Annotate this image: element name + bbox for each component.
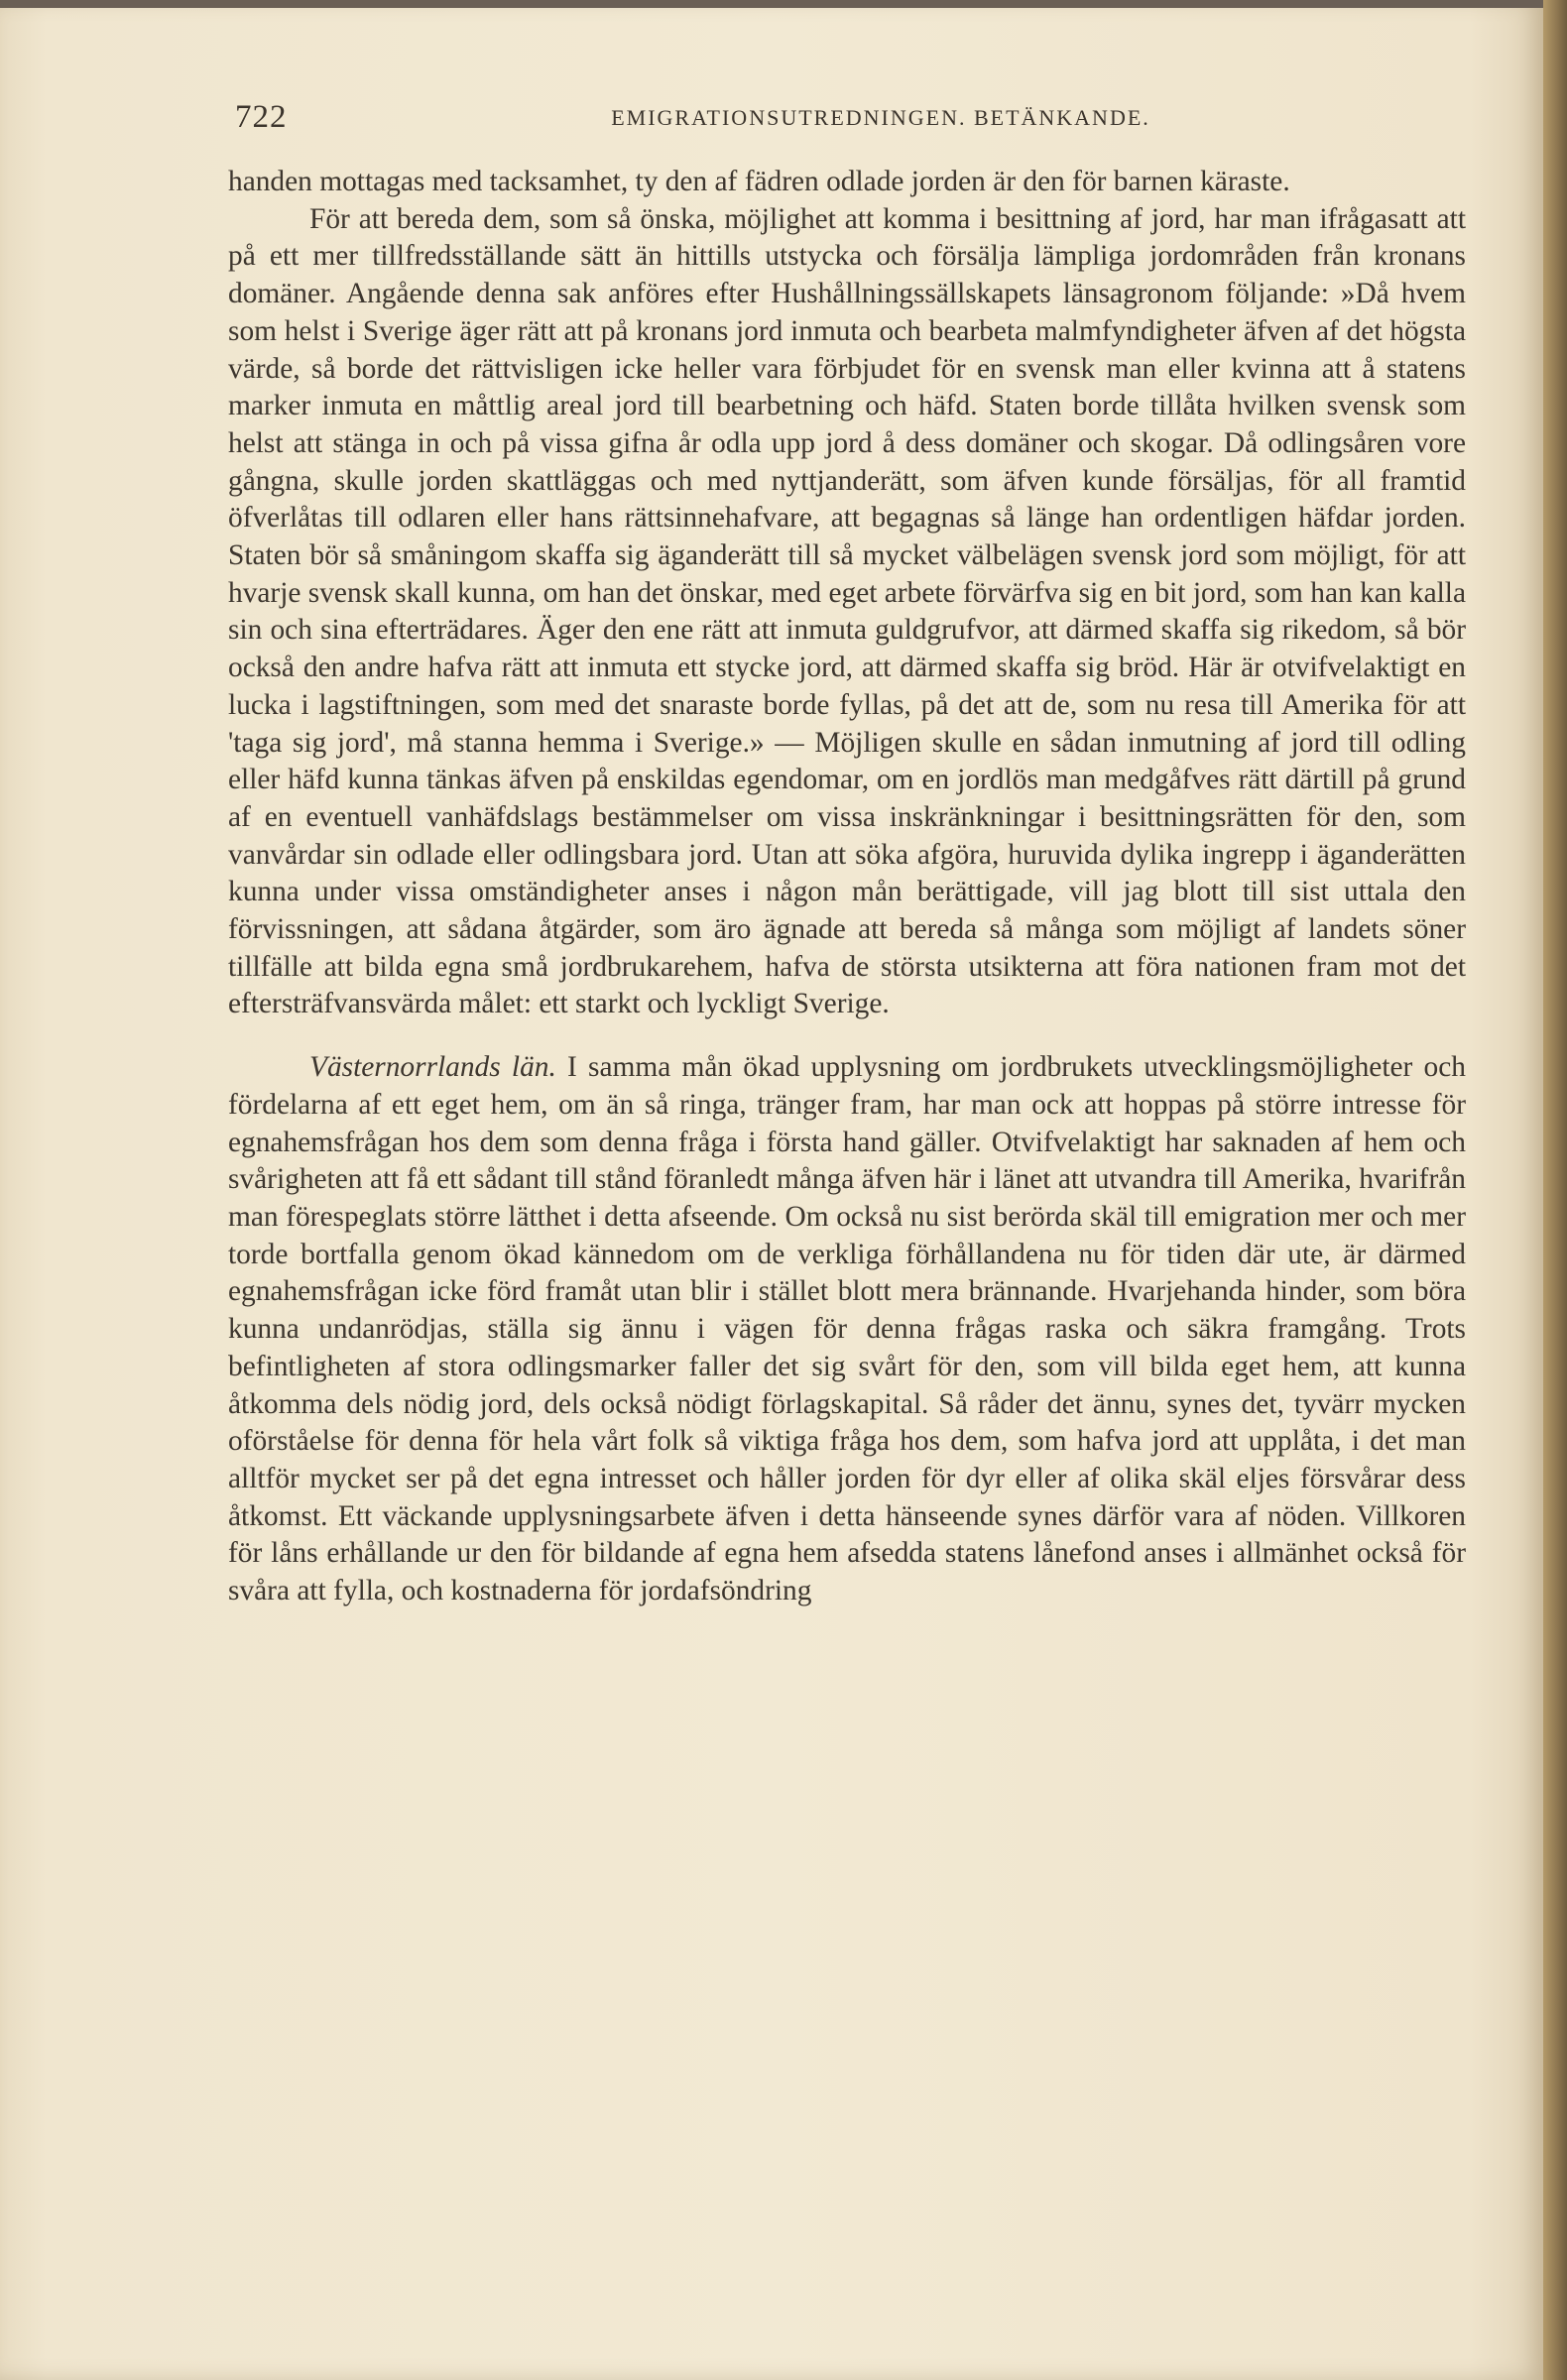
body-text bbox=[228, 164, 1466, 1610]
scan-top-edge bbox=[0, 0, 1567, 8]
county-heading: Västernorrlands län. bbox=[309, 1051, 556, 1084]
book-spine-edge bbox=[1543, 0, 1567, 2380]
paragraph-vasternorrland-text: I samma mån ökad upplysning om jordbrukets utvecklingsmöjligheter och fördelarna af ett eget hem, om än så ringa, tränger fram, har man ock att hoppas på större intresse för egnahemsfrågan hos dem som denna fråga i första hand gäller. Otvifvelaktigt har saknaden af hem och svårigheten att få ett sådant till stånd föranledt många äfven här i länet att utvandra till Amerika, hvarifrån man förespeglats större lätthet i detta afseende. Om också nu sist berörda skäl till emigration mer och mer torde bortfalla genom ökad kännedom om de verkliga förhållandena nu för tiden där ute, är därmed egnahemsfrågan icke förd framåt utan blir i stället blott mera brännande. Hvarjehanda hinder, som böra kunna undanrödjas, ställa sig ännu i vägen för denna frågas raska och säkra framgång. Trots befintligheten af stora odlingsmarker faller det sig svårt för den, som vill bilda eget hem, att kunna åtkomma dels nödig jord, dels också nödigt förlagskapital. Så råder det ännu, synes det, tyvärr mycken oförståelse för denna för hela vårt folk så viktiga fråga hos dem, som hafva jord att upplåta, i det man alltför mycket ser på det egna intresset och håller jorden för dyr eller af olika skäl eljes försvårar dess åtkomst. Ett väckande upplysningsarbete äfven i detta hänseende synes därför vara af nöden. Villkoren för låns erhållande ur den för bildande af egna hem afsedda statens lånefond anses i allmänhet också för svåra att fylla, och kostnaderna för jordafsöndring bbox=[228, 1051, 1466, 1607]
paragraph-land-claims: För att bereda dem, som så önska, möjlighet att komma i besittning af jord, har man ifrågasatt att på ett mer tillfredsställande sätt än hittills utstycka och försälja lämpliga jordområden från kronans domäner. Angående denna sak anföres efter Hushållningssällskapets länsagronom följande: »Då hvem som helst i Sverige äger rätt att på kronans jord inmuta och bearbeta malmfyndigheter äfven af det högsta värde, så borde det rättvisligen icke heller vara förbjudet för en svensk man eller kvinna att å statens marker inmuta en måttlig areal jord till bearbetning och häfd. Staten borde tillåta hvilken svensk som helst att stänga in och på vissa gifna år odla upp jord å dess domäner och skogar. Då odlingsåren vore gångna, skulle jorden skattläggas och med nyttjanderätt, som äfven kunde försäljas, för all framtid öfverlåtas till odlaren eller hans rättsinnehafvare, att begagnas så länge han ordentligen häfdar jorden. Staten bör så småningom skaffa sig äganderätt till så mycket välbelägen svensk jord som möjligt, för att hvarje svensk skall kunna, om han det önskar, med eget arbete förvärfva sig en bit jord, som han kan kalla sin och sina efterträdares. Äger den ene rätt att inmuta guldgrufvor, att därmed skaffa sig rikedom, så bör också den andre hafva rätt att inmuta ett stycke jord, att därmed skaffa sig bröd. Här är otvifvelaktigt en lucka i lagstiftningen, som med det snaraste borde fyllas, på det att de, som nu resa till Amerika för att 'taga sig jord', må stanna hemma i Sverige.» — Möjligen skulle en sådan inmutning af jord till odling eller häfd kunna tänkas äfven på enskildas egendomar, om en jordlös man medgåfves rätt därtill på grund af en eventuell vanhäfdslags bestämmelser om vissa inskränkningar i besittningsrätten för den, som vanvårdar sin odlade eller odlingsbara jord. Utan att söka afgöra, huruvida dylika ingrepp i äganderätten kunna under vissa omständigheter anses i någon mån berättigade, vill jag blott till sist uttala den förvissningen, att sådana åtgärder, som äro ägnade att bereda så många som möjligt af landets söner tillfälle att bilda egna små jordbrukarehem, hafva de största utsikterna att föra nationen fram mot det eftersträfvansvärda målet: ett starkt och lyckligt Sverige. bbox=[228, 202, 1466, 1020]
paragraph-vasternorrland bbox=[228, 1049, 1466, 1610]
running-head: EMIGRATIONSUTREDNINGEN. BETÄNKANDE. bbox=[611, 105, 1150, 130]
paragraph-continued: handen mottagas med tacksamhet, ty den af fädren odlade jorden är den för barnen käraste. bbox=[228, 166, 1290, 197]
page-header bbox=[235, 99, 1467, 139]
page-number: 722 bbox=[235, 99, 288, 135]
